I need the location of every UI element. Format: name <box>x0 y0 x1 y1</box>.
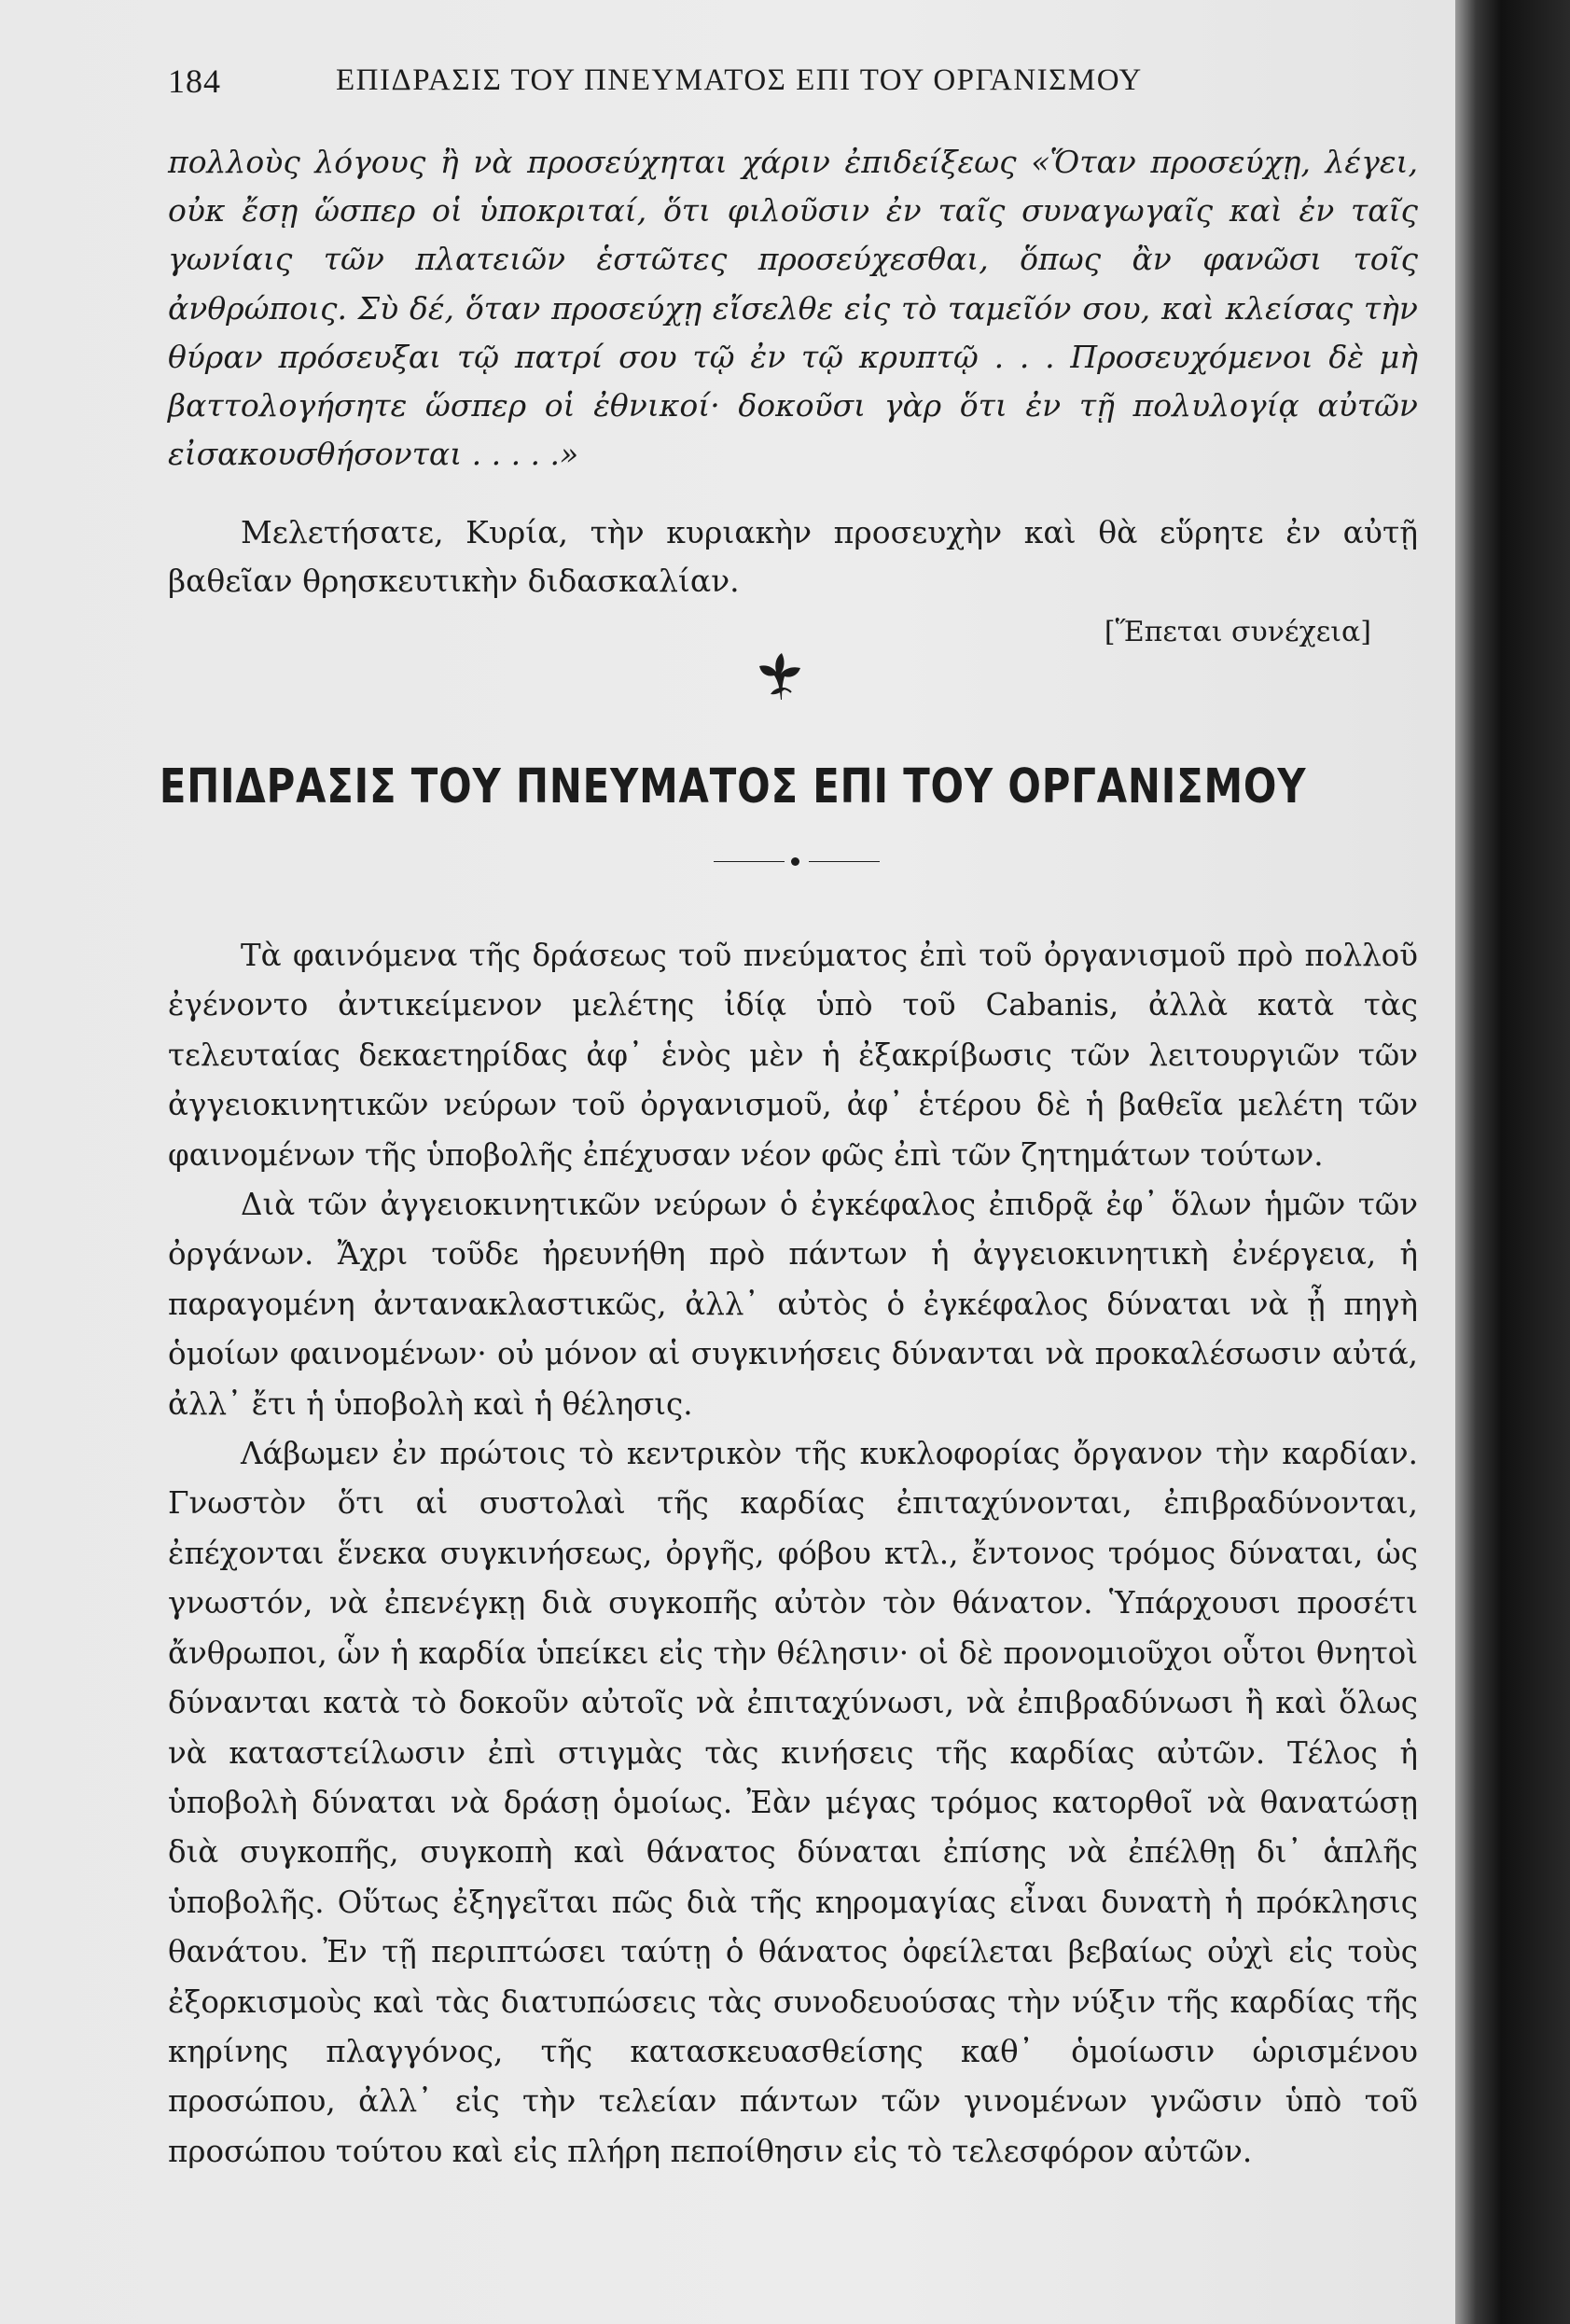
running-title: ΕΠΙΔΡΑΣΙΣ ΤΟΥ ΠΝΕΥΜΑΤΟΣ ΕΠΙ ΤΟΥ ΟΡΓΑΝΙΣΜΟΥ <box>336 63 1143 97</box>
quotation-paragraph: πολλοὺς λόγους ἢ νὰ προσεύχηται χάριν ἐπιδείξεως «Ὅταν προσεύχῃ, λέγει, οὐκ ἔσῃ ὥσπερ οἱ ὑποκριταί, ὅτι φιλοῦσιν ἐν ταῖς συναγωγαῖς καὶ ἐν ταῖς γωνίαις τῶν πλατειῶν ἑστῶτες προσεύχεσθαι, ὅπως ἂν φανῶσι τοῖς ἀνθρώποις. Σὺ δέ, ὅταν προσεύχῃ εἴσελθε εἰς τὸ ταμεῖόν σου, καὶ κλείσας τὴν θύραν πρόσευξαι τῷ πατρί σου τῷ ἐν τῷ κρυπτῷ . . . Προσευχόμενοι δὲ μὴ βαττολογήσητε ὥσπερ οἱ ἐθνικοί· δοκοῦσι γὰρ ὅτι ἐν τῇ πολυλογίᾳ αὐτῶν εἰσακουσθήσονται . . . . .» <box>168 144 1418 473</box>
closing-paragraph: Μελετήσατε, Κυρία, τὴν κυριακὴν προσευχὴν καὶ θὰ εὕρητε ἐν αὐτῇ βαθεῖαν θρησκευτικὴν διδασκαλίαν. <box>168 514 1418 600</box>
section-body <box>168 931 1418 2177</box>
heading-divider <box>714 856 880 866</box>
body-paragraph: Λάβωμεν ἐν πρώτοις τὸ κεντρικὸν τῆς κυκλοφορίας ὄργανον τὴν καρδίαν. Γνωστὸν ὅτι αἱ συστολαὶ τῆς καρδίας ἐπιταχύνονται, ἐπιβραδύνονται, ἐπέχονται ἕνεκα συγκινήσεως, ὀργῆς, φόβου κτλ., ἔντονος τρόμος δύναται, ὡς γνωστόν, νὰ ἐπενέγκῃ διὰ συγκοπῆς αὐτὸν τὸν θάνατον. Ὑπάρχουσι προσέτι ἄνθρωποι, ὧν ἡ καρδία ὑπείκει εἰς τὴν θέλησιν· οἱ δὲ προνομιοῦχοι οὗτοι θνητοὶ δύνανται κατὰ τὸ δοκοῦν αὐτοῖς νὰ ἐπιταχύνωσι, νὰ ἐπιβραδύνωσι ἢ καὶ ὅλως νὰ καταστείλωσιν ἐπὶ στιγμὰς τὰς κινήσεις τῆς καρδίας αὐτῶν. Τέλος ἡ ὑποβολὴ δύναται νὰ δράσῃ ὁμοίως. Ἐὰν μέγας τρόμος κατορθοῖ νὰ θανατώσῃ διὰ συγκοπῆς, συγκοπὴ καὶ θάνατος δύναται ἐπίσης νὰ ἐπέλθῃ δι᾽ ἁπλῆς ὑποβολῆς. Οὕτως ἐξηγεῖται πῶς διὰ τῆς κηρομαγίας εἶναι δυνατὴ ἡ πρόκλησις θανάτου. Ἐν τῇ περιπτώσει ταύτῃ ὁ θάνατος ὀφείλεται βεβαίως οὐχὶ εἰς τοὺς ἐξορκισμοὺς καὶ τὰς διατυπώσεις τὰς συνοδευούσας τὴν νύξιν τῆς καρδίας τῆς κηρίνης πλαγγόνος, τῆς κατασκευασθείσης καθ᾽ ὁμοίωσιν ὡρισμένου προσώπου, ἀλλ᾽ εἰς τὴν τελείαν πάντων τῶν γινομένων γνῶσιν ὑπὸ τοῦ προσώπου τούτου καὶ εἰς πλήρη πεποίθησιν εἰς τὸ τελεσφόρον αὐτῶν. <box>168 1436 1418 2169</box>
body-paragraph: Διὰ τῶν ἀγγειοκινητικῶν νεύρων ὁ ἐγκέφαλος ἐπιδρᾷ ἐφ᾽ ὅλων ἡμῶν τῶν ὀργάνων. Ἄχρι τοῦδε ἠρευνήθη πρὸ πάντων ἡ ἀγγειοκινητικὴ ἐνέργεια, ἡ παραγομένη ἀντανακλαστικῶς, ἀλλ᾽ αὐτὸς ὁ ἐγκέφαλος δύναται νὰ ᾖ πηγὴ ὁμοίων φαινομένων· οὐ μόνον αἱ συγκινήσεις δύνανται νὰ προκαλέσωσιν αὐτά, ἀλλ᾽ ἔτι ἡ ὑποβολὴ καὶ ἡ θέλησις. <box>168 1187 1418 1422</box>
section-heading: ΕΠΙΔΡΑΣΙΣ ΤΟΥ ΠΝΕΥΜΑΤΟΣ ΕΠΙ ΤΟΥ ΟΡΓΑΝΙΣΜΟΥ <box>159 759 1307 814</box>
leaf-ornament-icon <box>757 651 804 703</box>
body-paragraph: Τὰ φαινόμενα τῆς δράσεως τοῦ πνεύματος ἐπὶ τοῦ ὀργανισμοῦ πρὸ πολλοῦ ἐγένοντο ἀντικείμενον μελέτης ἰδίᾳ ὑπὸ τοῦ Cabanis, ἀλλὰ κατὰ τὰς τελευταίας δεκαετηρίδας ἀφ᾽ ἑνὸς μὲν ἡ ἐξακρίβωσις τῶν λειτουργιῶν τῶν ἀγγειοκινητικῶν νεύρων τοῦ ὀργανισμοῦ, ἀφ᾽ ἑτέρου δὲ ἡ βαθεῖα μελέτη τῶν φαινομένων τῆς ὑποβολῆς ἐπέχυσαν νέον φῶς ἐπὶ τῶν ζητημάτων τούτων. <box>168 938 1418 1173</box>
book-spine-shadow <box>1455 0 1570 2324</box>
page-number: 184 <box>168 63 221 100</box>
running-head <box>168 62 1409 108</box>
continued-note: [Ἕπεται συνέχεια] <box>1104 616 1371 648</box>
closing-paragraph-block <box>168 508 1418 605</box>
quotation-block <box>168 138 1418 479</box>
